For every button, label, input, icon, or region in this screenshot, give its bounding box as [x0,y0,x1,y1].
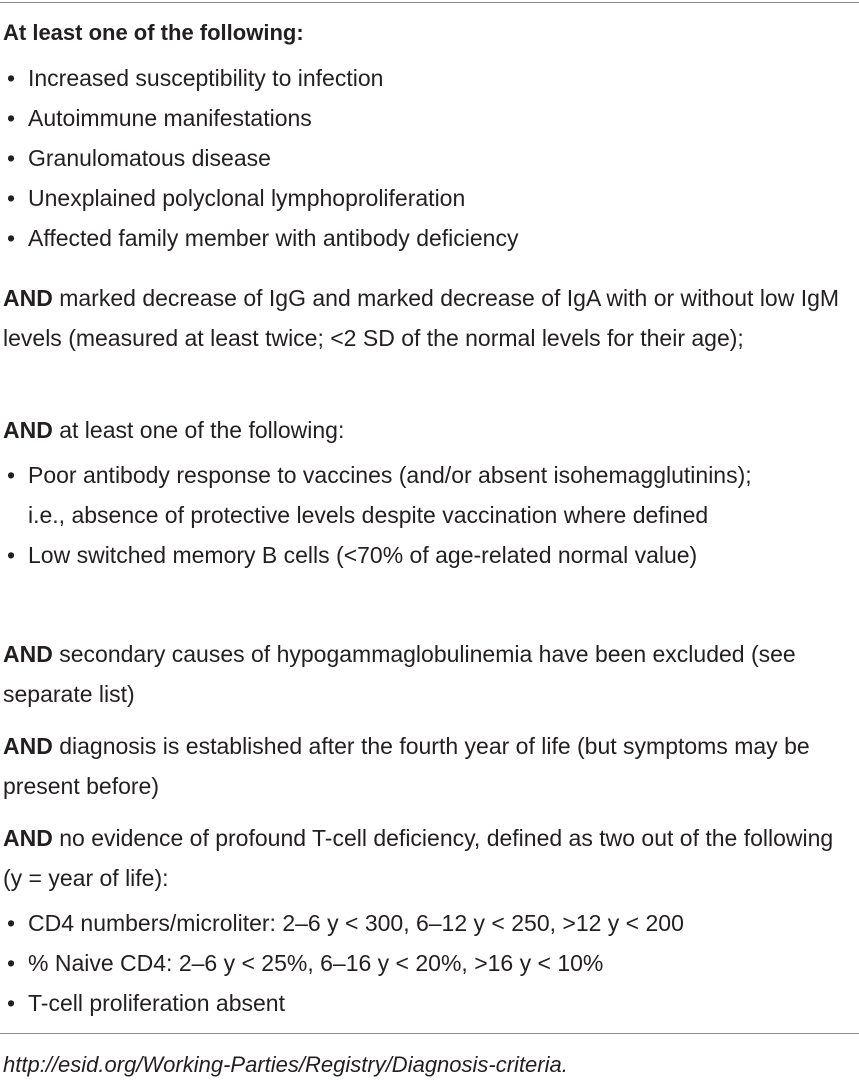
list-item: • Autoimmune manifestations [0,98,518,138]
age-criterion: AND diagnosis is established after the fourth year of life (but symptoms may be present before) [3,733,810,799]
t-cell-deficiency-list [0,903,684,1023]
criteria-heading: At least one of the following: [3,20,304,45]
immunoglobulin-criterion: AND marked decrease of IgG and marked decrease of IgA with or without low IgM levels (measured at least twice; <2 SD of the normal levels for their age); [3,285,840,351]
list-item: • Affected family member with antibody deficiency [0,218,518,258]
and-keyword: AND [3,285,53,311]
and-keyword: AND [3,641,53,667]
list-item: • Increased susceptibility to infection [0,58,518,98]
list-item: • CD4 numbers/microliter: 2–6 y < 300, 6–12 y < 250, >12 y < 200 [0,903,684,943]
bullet-icon: • [7,65,16,91]
bullet-icon: • [7,990,16,1016]
list-item: • Poor antibody response to vaccines (and/or absent isohemagglutinins); i.e., absence of protective levels despite vaccination where defined [0,455,788,535]
list-item: • Unexplained polyclonal lymphoproliferation [0,178,518,218]
bullet-icon: • [7,145,16,171]
and-keyword: AND [3,825,53,851]
and-keyword: AND [3,417,53,443]
clinical-criteria-list [0,58,518,258]
bullet-icon: • [7,950,16,976]
bottom-rule [0,1033,859,1034]
and-keyword: AND [3,733,53,759]
list-item: • Low switched memory B cells (<70% of age-related normal value) [0,535,788,575]
vaccine-criterion-intro: AND at least one of the following: [3,417,345,443]
bullet-icon: • [7,105,16,131]
t-cell-criterion: AND no evidence of profound T-cell deficiency, defined as two out of the following (y = year of life): [3,825,834,891]
list-item: • Granulomatous disease [0,138,518,178]
top-rule [0,2,859,3]
bullet-icon: • [7,185,16,211]
bullet-icon: • [7,910,16,936]
list-item: • T-cell proliferation absent [0,983,684,1023]
bullet-icon: • [7,462,16,488]
antibody-response-list [0,455,788,575]
secondary-causes-criterion: AND secondary causes of hypogammaglobulinemia have been excluded (see separate list) [3,641,796,707]
bullet-icon: • [7,542,16,568]
list-item: • % Naive CD4: 2–6 y < 25%, 6–16 y < 20%, >16 y < 10% [0,943,684,983]
bullet-icon: • [7,225,16,251]
source-footnote: http://esid.org/Working-Parties/Registry/Diagnosis-criteria. [3,1052,568,1077]
